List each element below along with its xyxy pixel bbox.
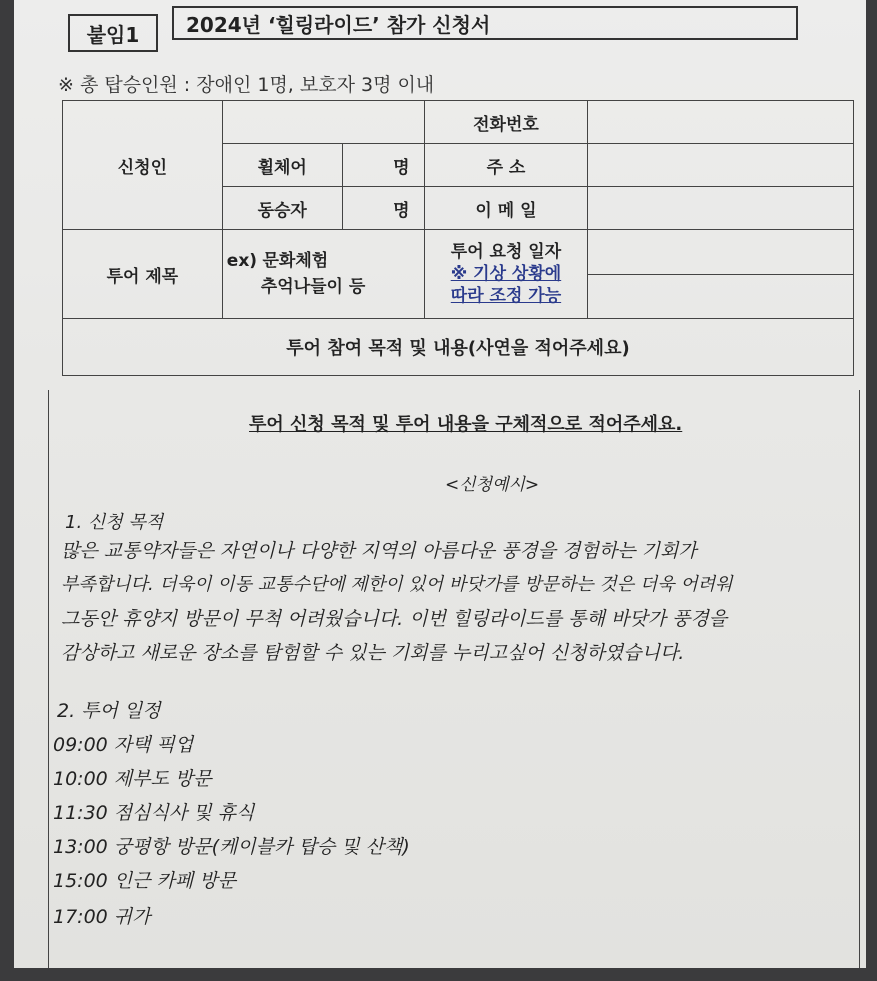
companion-label: 동승자 xyxy=(222,187,342,230)
tour-title-example-line1: 문화체험 xyxy=(262,251,329,271)
section1-line: 부족합니다. 더욱이 이동 교통수단에 제한이 있어 바닷가를 방문하는 것은 더욱 어려워 xyxy=(61,574,733,595)
phone-field[interactable] xyxy=(588,101,854,144)
section2-title: 2. 투어 일정 xyxy=(57,700,161,722)
email-label: 이 메 일 xyxy=(424,187,588,230)
tour-title-example-line2: 추억나들이 등 xyxy=(260,277,366,297)
tour-date-label: 투어 요청 일자 xyxy=(450,242,562,262)
section1-line: 그동안 휴양지 방문이 무척 어려웠습니다. 이번 힐링라이드를 통해 바닷가 풍경을 xyxy=(61,608,728,630)
address-label: 주 소 xyxy=(424,144,588,187)
tour-date-label-cell xyxy=(424,230,588,319)
wheelchair-count-unit: 명 xyxy=(393,157,410,178)
attachment-label: 붙임1 xyxy=(68,14,158,52)
schedule-item: 11:30 점심식사 및 휴식 xyxy=(53,802,255,824)
schedule-item: 09:00 자택 픽업 xyxy=(53,734,194,756)
tour-date-field-line2[interactable] xyxy=(588,275,853,318)
example-heading: <신청예시> xyxy=(445,475,540,495)
wheelchair-count-field[interactable] xyxy=(342,144,424,187)
tour-date-note-line1: ※ 기상 상황에 xyxy=(450,264,562,284)
passenger-note: ※ 총 탑승인원 : 장애인 1명, 보호자 3명 이내 xyxy=(58,74,435,96)
form-title: 2024년 ‘힐링라이드’ 참가 신청서 xyxy=(172,6,798,40)
section1-line: 많은 교통약자들은 자연이나 다양한 지역의 아름다운 풍경을 경험하는 기회가 xyxy=(61,540,697,562)
instruction-text: 투어 신청 목적 및 투어 내용을 구체적으로 적어주세요. xyxy=(249,414,683,435)
schedule-item: 10:00 제부도 방문 xyxy=(53,768,212,790)
purpose-header: 투어 참여 목적 및 내용(사연을 적어주세요) xyxy=(63,319,854,376)
schedule-item: 15:00 인근 카페 방문 xyxy=(53,870,236,892)
applicant-label: 신청인 xyxy=(63,101,223,230)
schedule-item: 17:00 귀가 xyxy=(53,906,151,928)
tour-date-note-line2: 따라 조정 가능 xyxy=(450,286,562,306)
tour-title-field[interactable] xyxy=(222,230,424,319)
wheelchair-label: 휠체어 xyxy=(222,144,342,187)
example-prefix: ex) xyxy=(226,251,258,271)
tour-date-field-line1[interactable] xyxy=(588,231,853,275)
tour-date-field[interactable] xyxy=(588,230,854,319)
applicant-name-field[interactable] xyxy=(222,101,424,144)
tour-title-label: 투어 제목 xyxy=(63,230,223,319)
section1-title: 1. 신청 목적 xyxy=(65,512,164,533)
form-paper xyxy=(14,0,866,968)
companion-count-unit: 명 xyxy=(393,200,410,221)
application-table xyxy=(62,100,854,376)
schedule-item: 13:00 궁평항 방문(케이블카 탑승 및 산책) xyxy=(53,836,410,858)
companion-count-field[interactable] xyxy=(342,187,424,230)
section1-line: 감상하고 새로운 장소를 탐험할 수 있는 기회를 누리고싶어 신청하였습니다. xyxy=(61,642,685,664)
content-area[interactable] xyxy=(48,390,860,968)
phone-label: 전화번호 xyxy=(424,101,588,144)
email-field[interactable] xyxy=(588,187,854,230)
address-field[interactable] xyxy=(588,144,854,187)
